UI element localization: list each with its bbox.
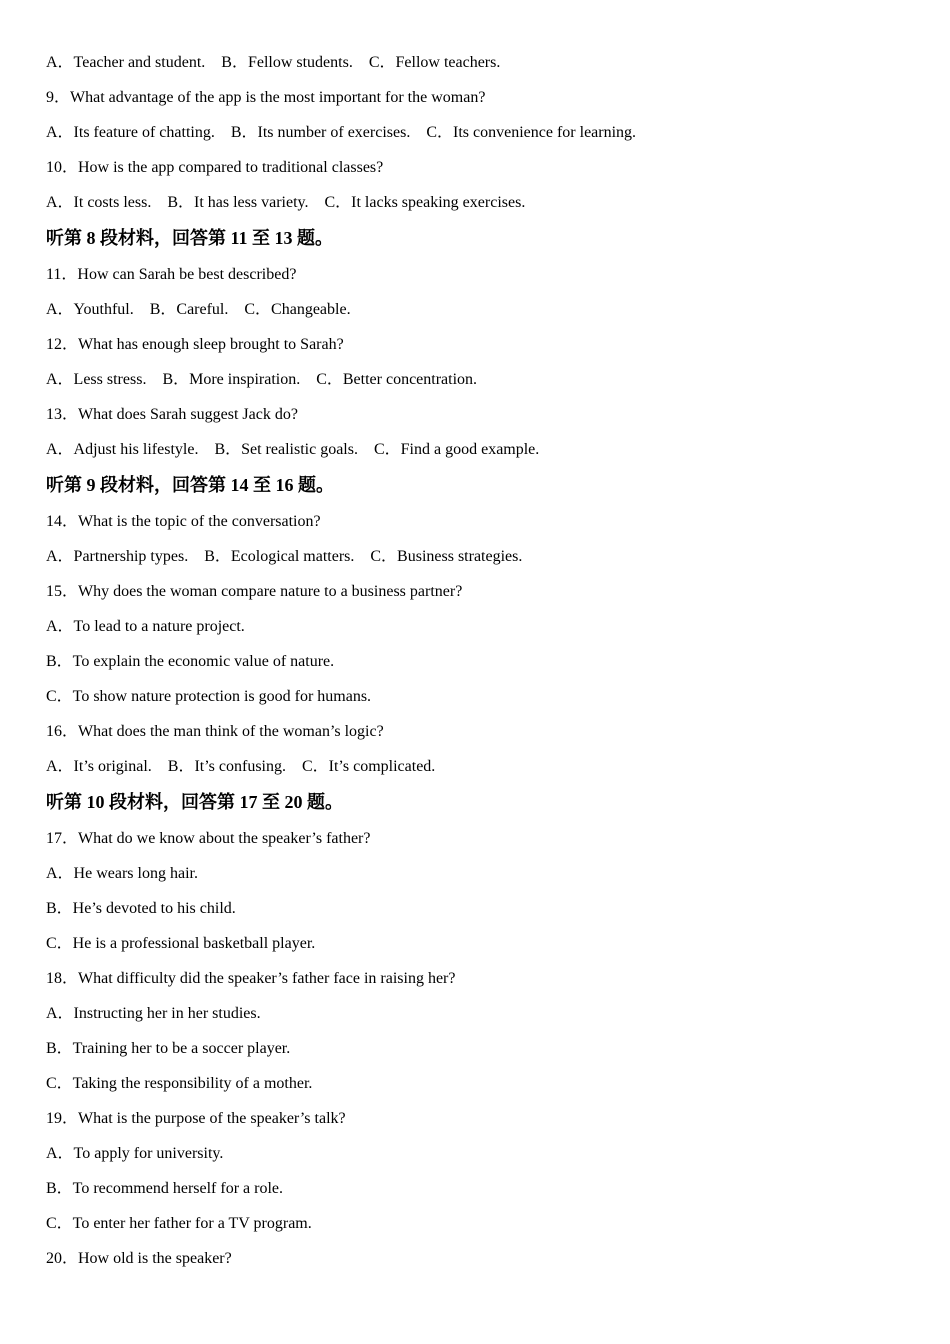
q20-question: 20．How old is the speaker?	[46, 1250, 232, 1267]
q15-option-b: B．To explain the economic value of nature.	[46, 653, 335, 670]
q12-question: 12．What has enough sleep brought to Sarah?	[46, 336, 344, 353]
q11-question: 11．How can Sarah be best described?	[46, 266, 297, 283]
q17-question: 17．What do we know about the speaker’s father?	[46, 830, 371, 847]
section-heading-9: 听第 9 段材料，回答第 14 至 16 题。	[46, 475, 334, 495]
q9-question: 9．What advantage of the app is the most important for the woman?	[46, 89, 486, 106]
q16-question: 16．What does the man think of the woman’s logic?	[46, 723, 384, 740]
q17-option-c: C．He is a professional basketball player.	[46, 935, 316, 952]
q17-option-a: A．He wears long hair.	[46, 865, 198, 882]
q10-question: 10．How is the app compared to traditional classes?	[46, 159, 384, 176]
q13-options: A．Adjust his lifestyle. B．Set realistic goals. C．Find a good example.	[46, 441, 540, 458]
q13-question: 13．What does Sarah suggest Jack do?	[46, 406, 298, 423]
q18-option-a: A．Instructing her in her studies.	[46, 1005, 261, 1022]
q15-option-a: A．To lead to a nature project.	[46, 618, 245, 635]
q12-options: A．Less stress. B．More inspiration. C．Better concentration.	[46, 371, 478, 388]
q14-options: A．Partnership types. B．Ecological matters. C．Business strategies.	[46, 548, 523, 565]
q19-option-b: B．To recommend herself for a role.	[46, 1180, 284, 1197]
q17-option-b: B．He’s devoted to his child.	[46, 900, 236, 917]
q15-option-c: C．To show nature protection is good for humans.	[46, 688, 372, 705]
q8-options: A．Teacher and student. B．Fellow students. C．Fellow teachers.	[46, 54, 501, 71]
q14-question: 14．What is the topic of the conversation?	[46, 513, 321, 530]
q18-question: 18．What difficulty did the speaker’s father face in raising her?	[46, 970, 456, 987]
q18-option-c: C．Taking the responsibility of a mother.	[46, 1075, 313, 1092]
q18-option-b: B．Training her to be a soccer player.	[46, 1040, 291, 1057]
q15-question: 15．Why does the woman compare nature to a business partner?	[46, 583, 463, 600]
q9-options: A．Its feature of chatting. B．Its number of exercises. C．Its convenience for learning.	[46, 124, 637, 141]
q16-options: A．It’s original. B．It’s confusing. C．It’s complicated.	[46, 758, 436, 775]
q19-question: 19．What is the purpose of the speaker’s talk?	[46, 1110, 346, 1127]
q19-option-c: C．To enter her father for a TV program.	[46, 1215, 312, 1232]
q19-option-a: A．To apply for university.	[46, 1145, 224, 1162]
section-heading-8: 听第 8 段材料，回答第 11 至 13 题。	[46, 228, 334, 248]
q11-options: A．Youthful. B．Careful. C．Changeable.	[46, 301, 351, 318]
q10-options: A．It costs less. B．It has less variety. C．It lacks speaking exercises.	[46, 194, 526, 211]
section-heading-10: 听第 10 段材料，回答第 17 至 20 题。	[46, 792, 343, 812]
